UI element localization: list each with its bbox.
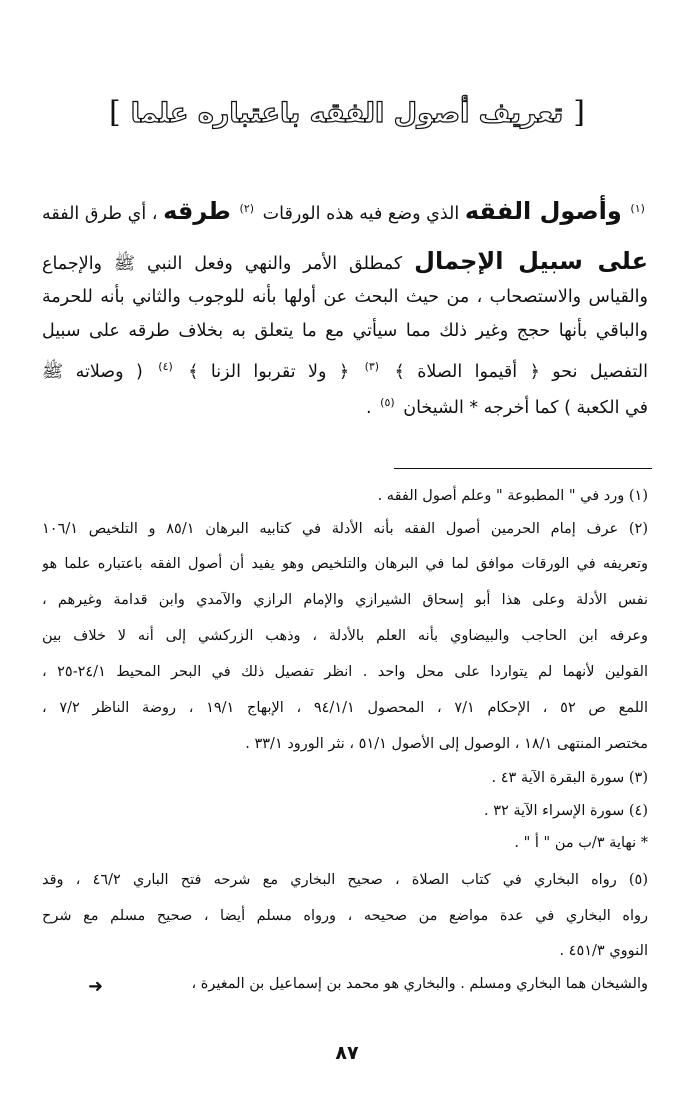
continue-arrow-icon: ➜: [88, 976, 104, 997]
footnote-line: (٢) عرف إمام الحرمين أصول الفقه بأنه الأدلة في كتابيه البرهان ٨٥/١ و التلخيص ١٠٦/١: [42, 521, 648, 537]
footnote-line: نفس الأدلة وعلى هذا أبو إسحاق الشيرازي والإمام الرازي والآمدي وابن قدامة وغيرهم ،: [42, 592, 648, 608]
heading-title: تعريف أصول الفقه باعتباره علما: [130, 97, 564, 129]
footnote-line: اللمع ص ٥٢ ، الإحكام ٧/١ ، المحصول ٩٤/١/١ ، الإبهاج ١٩/١ ، روضة الناظر ٧/٢ ،: [42, 700, 648, 716]
footnote-line: النووي ٤٥١/٣ .: [559, 943, 648, 959]
defined-term-ijmal: على سبيل الإجمال: [414, 247, 648, 275]
main-line-5-text-a: التفصيل نحو ﴿ أقيموا الصلاة ﴾: [394, 361, 648, 382]
footnote-line: (١) ورد في " المطبوعة " وعلم أصول الفقه .: [377, 488, 648, 504]
main-line-2: [42, 244, 648, 278]
main-line-6-text-b: .: [365, 397, 372, 418]
footnote-line: (٥) رواه البخاري في كتاب الصلاة ، صحيح البخاري مع شرحه فتح الباري ٤٦/٢ ، وقد: [42, 872, 648, 888]
main-line-5-text-b: ﴿ ولا تقربوا الزنا ﴾: [188, 361, 350, 382]
section-heading: [0, 88, 694, 138]
heading-open-bracket: [: [573, 95, 585, 130]
main-line-3: والقياس والاستصحاب ، من حيث البحث عن أولها بأنه للوجوب والثاني بأنه للحرمة: [42, 287, 648, 307]
defined-term-usul: وأصول الفقه: [464, 196, 622, 225]
footnote-line: والشيخان هما البخاري ومسلم . والبخاري هو محمد بن إسماعيل بن المغيرة ،: [191, 976, 648, 992]
main-line-1: [42, 192, 648, 226]
main-line-5: [42, 350, 648, 384]
defined-term-turuq: طرقه: [163, 196, 231, 225]
footnote-line: مختصر المنتهى ١٨/١ ، الوصول إلى الأصول ٥١/١ ، نثر الورود ٣٣/١ .: [245, 736, 648, 752]
main-line-6-text-a: في الكعبة ) كما أخرجه * الشيخان: [403, 397, 648, 418]
main-line-6: [42, 386, 648, 420]
footnote-ref-5: (٥): [380, 396, 395, 409]
footnote-ref-3: (٣): [364, 360, 380, 373]
footnote-line: القولين لأنهما لم يتواردا على محل واحد . انظر تفصيل ذلك في البحر المحيط ٢٤/١-٢٥ ،: [42, 664, 648, 680]
footnote-ref-1: (١): [630, 202, 645, 215]
footnote-line: وتعريفه في الورقات موافق لما في البرهان والتلخيص وهو يفيد أن أصول الفقه باعتباره علما هو: [42, 556, 648, 572]
footnote-line: وعرفه ابن الحاجب والبيضاوي بأنه العلم بالأدلة ، وذهب الزركشي إلى أنه لا خلاف بين: [42, 628, 648, 644]
main-line-2-text: كمطلق الأمر والنهي وفعل النبي ﷺ والإجماع: [42, 254, 403, 274]
page-number: ٨٧: [335, 1042, 359, 1064]
footnote-line: * نهاية ٣/ب من " أ " .: [514, 835, 648, 851]
main-line-4: والباقي بأنها حجج وغير ذلك مما سيأتي مع ما يتعلق به بخلاف طرقه على سبيل: [42, 321, 648, 341]
main-line-1-text-a: الذي وضع فيه هذه الورقات: [262, 203, 460, 224]
footnote-line: (٤) سورة الإسراء الآية ٣٢ .: [483, 803, 648, 819]
footnote-ref-2: (٢): [239, 202, 255, 215]
main-line-5-text-c: ( وصلاته ﷺ: [42, 361, 143, 382]
footnote-separator: [394, 468, 652, 469]
footnote-line: (٣) سورة البقرة الآية ٤٣ .: [491, 770, 648, 786]
footnote-line: رواه البخاري في عدة مواضع من صحيحه ، ورواه مسلم أيضا ، صحيح مسلم مع شرح: [42, 908, 648, 924]
footnote-ref-4: (٤): [158, 360, 173, 373]
heading-close-bracket: ]: [109, 95, 121, 130]
main-line-1-text-b: ، أي طرق الفقه: [42, 203, 158, 224]
